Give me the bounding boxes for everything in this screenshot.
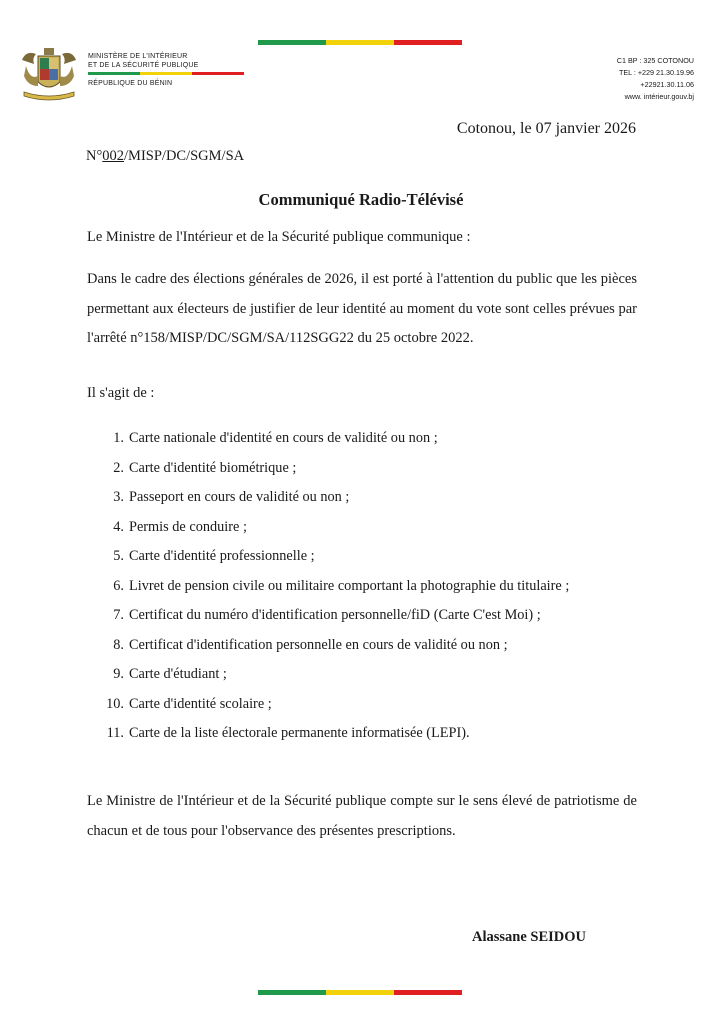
intro-text: Le Ministre de l'Intérieur et de la Sécurité publique communique : [87,229,471,245]
ref-suffix: /MISP/DC/SGM/SA [124,148,245,164]
ministry-name-line2: ET DE LA SÉCURITÉ PUBLIQUE [88,62,199,69]
id-documents-list [96,424,638,749]
contact-website: www. intérieur.gouv.bj [624,92,694,101]
document-reference [86,148,244,165]
document-date: Cotonou, le 07 janvier 2026 [456,120,636,137]
list-item: 8. Certificat d'identification personnelle en cours de validité ou non ; [113,636,508,653]
ministry-flag-underline [88,72,244,75]
main-paragraph: Dans le cadre des élections générales de 2026, il est porté à l'attention du public que les pièces permettant aux électeurs de justifier de leur identité au moment du vote sont celles prévues par l'arrêté n°158/MISP/DC/SGM/SA/112SGG22 du 25 octobre 2022. [87,271,637,346]
list-item: 4. Permis de conduire ; [113,518,247,535]
benin-coat-of-arms-icon [16,46,82,106]
list-item: 7. Certificat du numéro d'identification personnelle/fiD (Carte C'est Moi) ; [113,607,541,623]
republic-name: RÉPUBLIQUE DU BÉNIN [88,80,173,87]
list-item: 10. Carte d'identité scolaire ; [106,695,272,712]
closing-paragraph: Le Ministre de l'Intérieur et de la Sécurité publique compte sur le sens élevé de patriotisme de chacun et de tous pour l'observance des présentes prescriptions. [87,793,637,839]
list-item: 9. Carte d'étudiant ; [113,666,227,682]
list-item: 5. Carte d'identité professionnelle ; [113,548,315,564]
list-item: 11. Carte de la liste électorale permanente informatisée (LEPI). [106,725,470,741]
list-item: 1. Carte nationale d'identité en cours de validité ou non ; [113,430,438,446]
ref-number: 002 [102,148,125,164]
bottom-flag-stripe [258,990,462,995]
contact-phone-1: TEL : +229 21.30.19.96 [618,68,694,77]
signatory-name: Alassane SEIDOU [471,929,586,945]
list-item: 6. Livret de pension civile ou militaire comportant la photographie du titulaire ; [113,577,570,594]
list-item: 3. Passeport en cours de validité ou non ; [113,489,350,505]
document-title: Communiqué Radio-Télévisé [258,190,464,209]
list-item: 2. Carte d'identité biométrique ; [113,459,297,476]
ministry-name-line1: MINISTÈRE DE L'INTÉRIEUR [88,53,188,60]
top-flag-stripe [258,40,462,45]
ref-prefix: N° [86,148,103,164]
contact-block [617,55,694,103]
contact-po-box: C1 BP : 325 COTONOU [616,56,694,65]
list-intro: Il s'agit de : [87,385,155,401]
ministry-header [88,52,244,88]
contact-phone-2: +22921.30.11.06 [640,80,694,89]
